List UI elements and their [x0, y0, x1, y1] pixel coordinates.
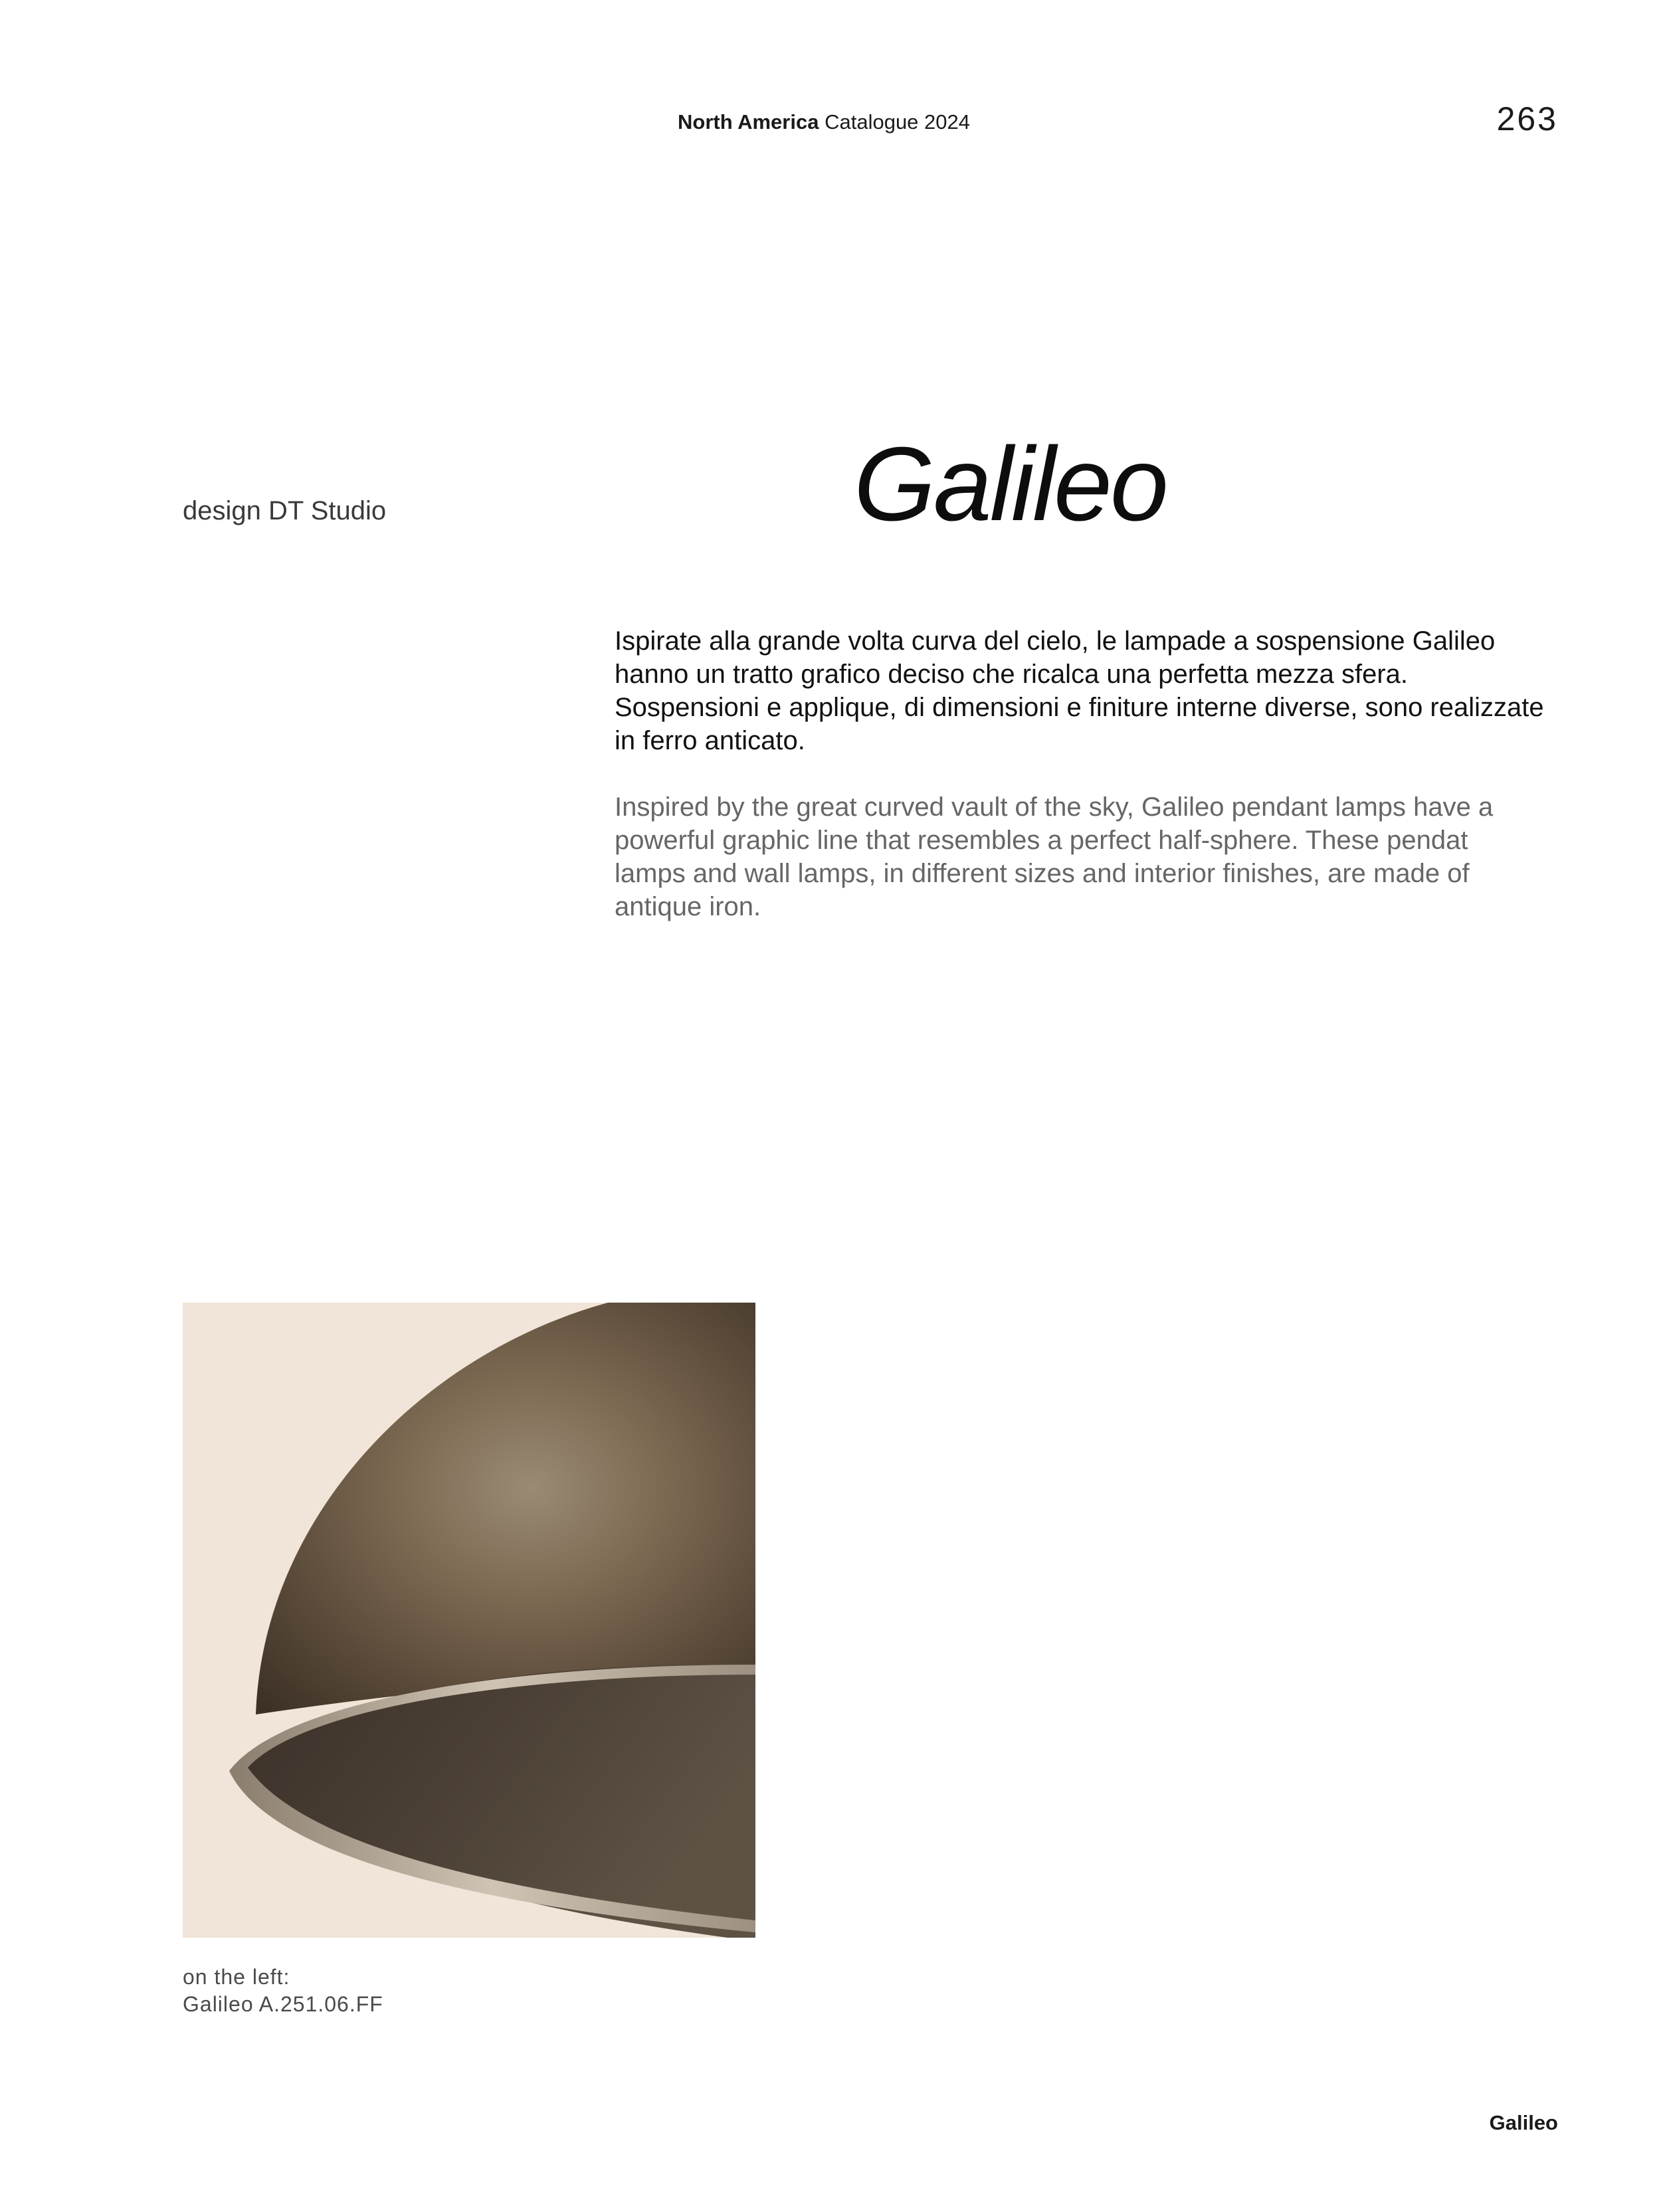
product-photo [183, 1303, 755, 1938]
page-number: 263 [1496, 100, 1558, 138]
product-title: Galileo [854, 426, 1167, 543]
lamp-illustration [183, 1303, 755, 1938]
photo-caption [183, 1964, 383, 2018]
designer-credit: design DT Studio [183, 496, 387, 525]
header-catalogue: Catalogue 2024 [825, 110, 971, 134]
caption-line-2: Galileo A.251.06.FF [183, 1992, 383, 2016]
caption-line-1: on the left: [183, 1965, 290, 1989]
description-italian: Ispirate alla grande volta curva del cielo, le lampade a sospensione Galileo hanno un tratto grafico deciso che ricalca una perfetta mezza sfera. Sospensioni e applique, di dimensioni e finiture interne diverse, sono realizzate in ferro anticato. [615, 626, 1544, 755]
catalogue-header [678, 110, 970, 134]
header-region: North America [678, 110, 819, 134]
footer-product-label: Galileo [1489, 2111, 1558, 2134]
description-english: Inspired by the great curved vault of the sky, Galileo pendant lamps have a powerful graphic line that resembles a perfect half-sphere. These pendat lamps and wall lamps, in different sizes and interior finishes, are made of antique iron. [615, 792, 1494, 921]
